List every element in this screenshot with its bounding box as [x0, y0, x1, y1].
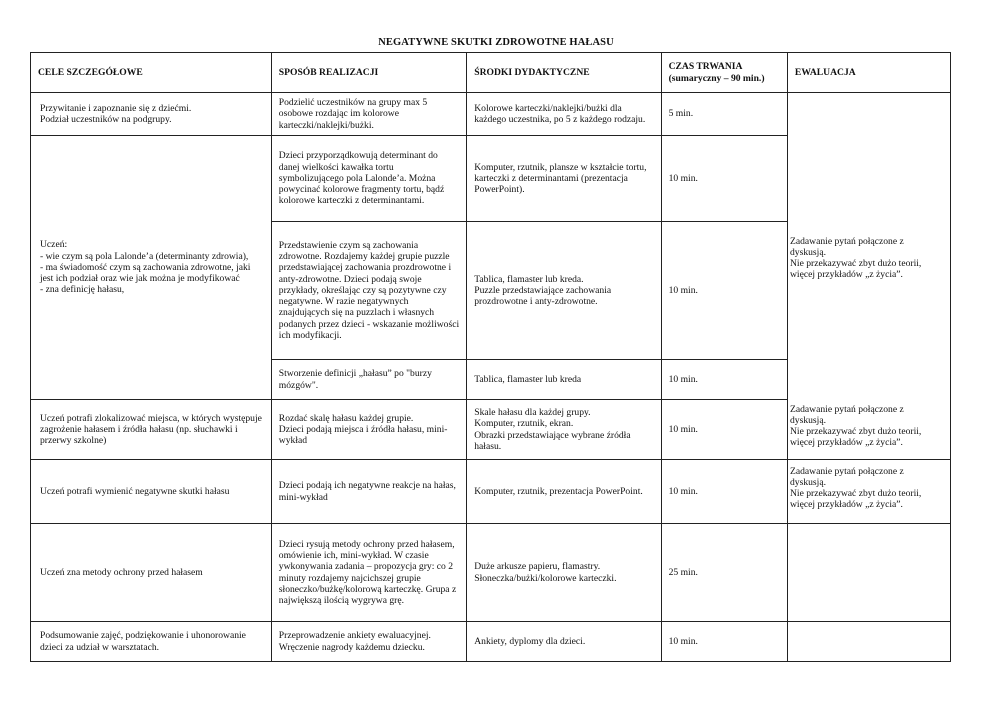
ewaluacja-note: Zadawanie pytań połączone z dyskusją. Nie przekazywać zbyt dużo teorii, więcej przykładów „z życia”.: [790, 404, 922, 448]
document-title: NEGATYWNE SKUTKI ZDROWOTNE HAŁASU: [378, 37, 614, 48]
ewaluacja-note: Zadawanie pytań połączone z dyskusją. Nie przekazywać zbyt dużo teorii, więcej przykładów „z życia”.: [790, 236, 922, 280]
cell-sposob: Dzieci podają ich negatywne reakcje na hałas, mini-wykład: [271, 460, 466, 524]
cell-srodki: Duże arkusze papieru, flamastry. Słoneczka/bużki/kolorowe karteczki.: [467, 524, 661, 622]
cell-czas: 10 min.: [661, 222, 787, 360]
header-czas: [661, 53, 787, 93]
cell-sposob: Dzieci rysują metody ochrony przed hałasem, omówienie ich, mini-wykład. W czasie ywkonywania zadania – propozycja gry: co 2 minuty rozdajemy najcichszej grupie słoneczko/bużkę/kolorową karteczkę. Grupa z największą ilością wygrywa grę.: [271, 524, 466, 622]
cell-czas: 10 min.: [661, 460, 787, 524]
cell-sposob: Dzieci przyporządkowują determinant do danej wielkości kawałka tortu symbolizującego pola Lalonde’a. Można powycinać kolorowe fragmenty tortu, bądź kolorowe karteczki z determinantami.: [271, 136, 466, 222]
header-sposob: SPOSÓB REALIZACJI: [271, 53, 466, 93]
header-cele: CELE SZCZEGÓŁOWE: [31, 53, 272, 93]
header-srodki: ŚRODKI DYDAKTYCZNE: [467, 53, 661, 93]
cell-srodki: Ankiety, dyplomy dla dzieci.: [467, 622, 661, 662]
cell-ewaluacja-empty: [787, 622, 950, 662]
cell-srodki: Skale hałasu dla każdej grupy. Komputer, rzutnik, ekran. Obrazki przedstawiające wybrane źródła hałasu.: [467, 400, 661, 460]
cell-srodki: Komputer, rzutnik, prezentacja PowerPoint.: [467, 460, 661, 524]
cell-srodki: Tablica, flamaster lub kreda. Puzzle przedstawiające zachowania prozdrowotne i anty-zdrowotne.: [467, 222, 661, 360]
cell-srodki: Tablica, flamaster lub kreda: [467, 360, 661, 400]
header-ewaluacja: EWALUACJA: [787, 53, 950, 93]
table-row: [31, 622, 951, 662]
cell-sposob: Przeprowadzenie ankiety ewaluacyjnej. Wręczenie nagrody każdemu dziecku.: [271, 622, 466, 662]
cell-czas: 25 min.: [661, 524, 787, 622]
header-czas-line1: CZAS TRWANIA: [668, 61, 743, 73]
cell-czas: 10 min.: [661, 360, 787, 400]
cell-cel: Uczeń potrafi zlokalizować miejsca, w których występuje zagrożenie hałasem i źródła hałasu (np. słuchawki i przerwy szkolne): [31, 400, 272, 460]
cell-cel: Uczeń: - wie czym są pola Lalonde’a (determinanty zdrowia), - ma świadomość czym są zachowania zdrowotne, jaki jest ich podział oraz wie jak można je modyfikować - zna definicję hałasu,: [31, 136, 272, 400]
cell-sposob: Stworzenie definicji „hałasu” po "burzy mózgów".: [271, 360, 466, 400]
cell-czas: 10 min.: [661, 400, 787, 460]
cell-sposob: Przedstawienie czym są zachowania zdrowotne. Rozdajemy każdej grupie puzzle przedstawiającej zachowania prozdrowotne i anty-zdrowotne. Dzieci podają swoje przykłady, określając czy są pozytywne czy negatywne. W razie negatywnych znajdujących się na puzzlach i własnych podanych przez dzieci - wskazanie możliwości ich modyfikacji.: [271, 222, 466, 360]
cell-sposob: Rozdać skalę hałasu każdej grupie. Dzieci podają miejsca i źródła hałasu, mini-wykład: [271, 400, 466, 460]
lesson-plan-table: [30, 52, 951, 662]
ewaluacja-note: Zadawanie pytań połączone z dyskusją. Nie przekazywać zbyt dużo teorii, więcej przykładów „z życia”.: [790, 466, 922, 510]
header-czas-line2: (sumaryczny – 90 min.): [668, 72, 765, 84]
cell-cel: Przywitanie i zapoznanie się z dziećmi. Podział uczestników na podgrupy.: [31, 93, 272, 136]
cell-srodki: Kolorowe karteczki/naklejki/bużki dla każdego uczestnika, po 5 z każdego rodzaju.: [467, 93, 661, 136]
cell-srodki: Komputer, rzutnik, plansze w kształcie tortu, karteczki z determinantami (prezentacja PowerPoint).: [467, 136, 661, 222]
cell-czas: 10 min.: [661, 136, 787, 222]
cell-ewaluacja-empty: [787, 524, 950, 622]
cell-cel: Podsumowanie zajęć, podziękowanie i uhonorowanie dzieci za udział w warsztatach.: [31, 622, 272, 662]
cell-czas: 5 min.: [661, 93, 787, 136]
table-row: [31, 93, 951, 136]
cell-sposob: Podzielić uczestników na grupy max 5 osobowe rozdając im kolorowe karteczki/naklejki/bużki.: [271, 93, 466, 136]
cell-cel: Uczeń zna metody ochrony przed hałasem: [31, 524, 272, 622]
cell-czas: 10 min.: [661, 622, 787, 662]
table-row: [31, 524, 951, 622]
cell-cel: Uczeń potrafi wymienić negatywne skutki hałasu: [31, 460, 272, 524]
header-row: [31, 53, 951, 93]
